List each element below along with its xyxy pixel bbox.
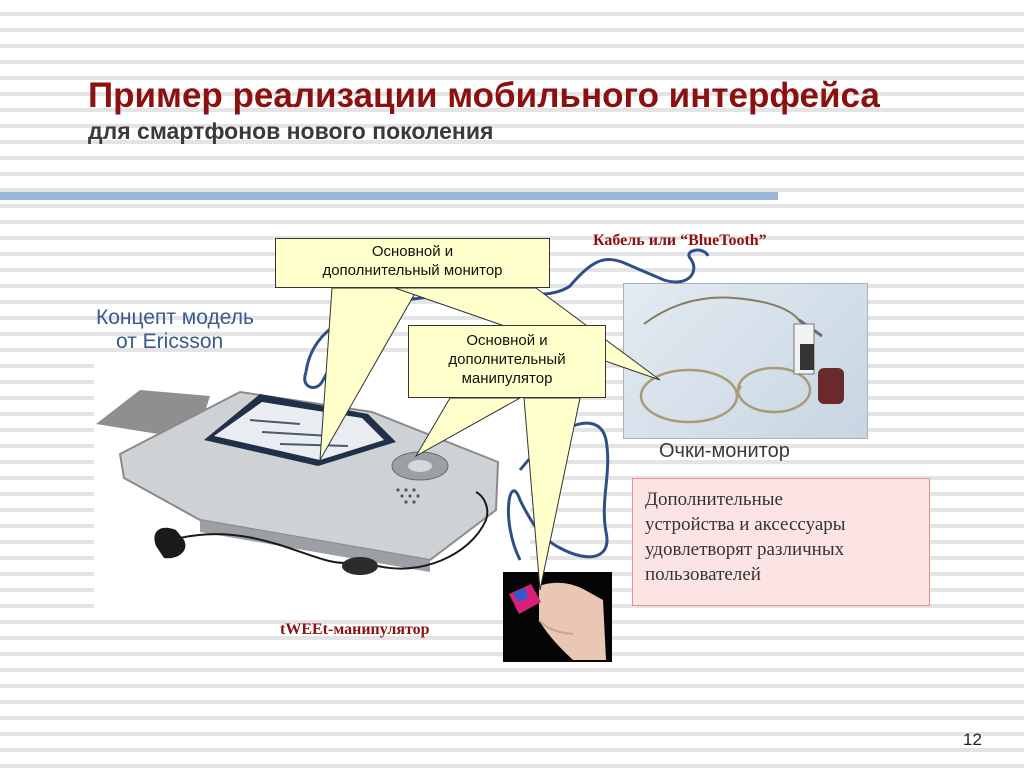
concept-label-line2: от Ericsson: [116, 330, 224, 353]
callout-monitor-line1: Основной и: [371, 243, 454, 260]
slide-subtitle: для смартфонов нового поколения: [88, 118, 494, 144]
callout-manipulator: [408, 325, 606, 398]
callout-monitor-line2: дополнительный монитор: [322, 262, 503, 279]
callout-manipulator-line2: дополнительный: [448, 351, 566, 368]
info-line4: пользователей: [645, 564, 761, 585]
info-line1: Дополнительные: [645, 489, 783, 510]
callout-manipulator-line1: Основной и: [466, 332, 548, 349]
callout-pointer: [524, 398, 580, 590]
glasses-label: Очки-монитор: [659, 440, 790, 462]
callout-pointer: [416, 398, 520, 456]
concept-label: [96, 306, 254, 354]
page-number: 12: [963, 730, 982, 749]
info-line2: устройства и аксессуары: [645, 514, 846, 535]
info-line3: удовлетворят различных: [645, 539, 845, 560]
info-box: [632, 478, 930, 606]
callout-manipulator-line3: манипулятор: [461, 370, 553, 387]
concept-label-line1: Концепт модель: [96, 306, 254, 329]
callout-monitor: [275, 238, 550, 288]
cable-label: Кабель или “BlueTooth”: [593, 232, 767, 249]
tweet-label: tWEEt-манипулятор: [280, 621, 430, 638]
slide-title: Пример реализации мобильного интерфейса: [88, 76, 880, 115]
